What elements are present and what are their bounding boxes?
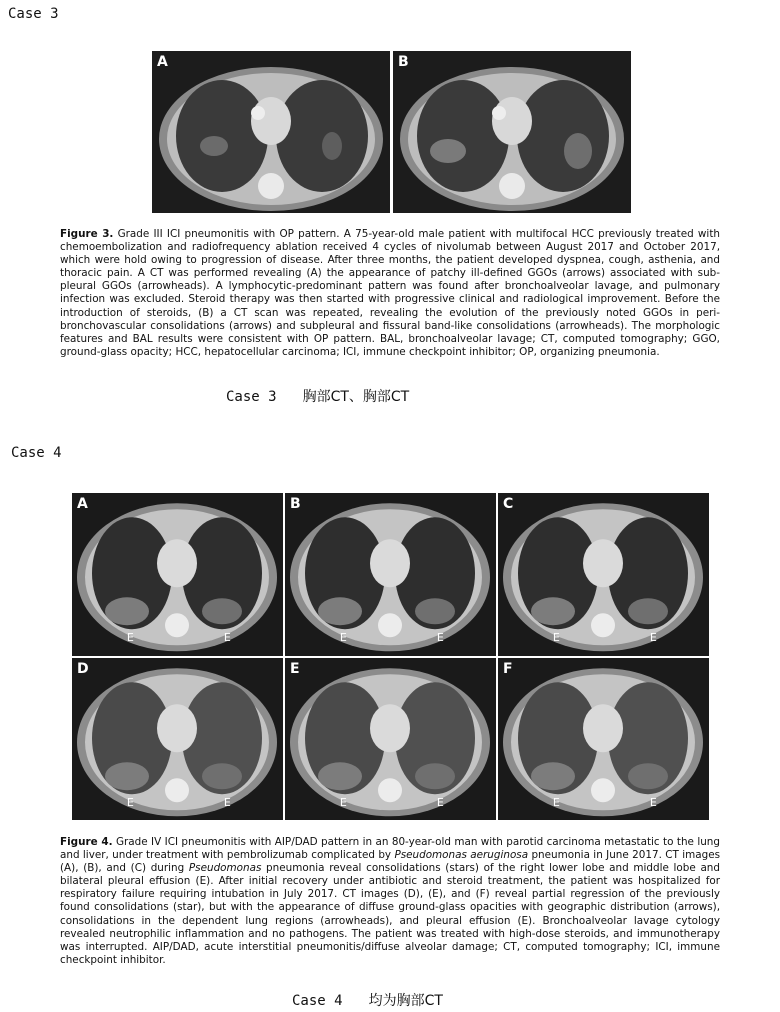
pleural-effusion-marker: E bbox=[223, 631, 231, 645]
figure-4-text-part: Grade IV ICI pneumonitis with AIP/DAD pattern in an 80-year-old man with parotid carcinoma metastatic to the lung and liver, under treatment with pembrolizumab complicated by bbox=[60, 836, 720, 862]
panel-letter: B bbox=[398, 54, 409, 70]
figure-4-label: Figure 4. bbox=[60, 836, 113, 848]
ct-image-4b bbox=[285, 493, 496, 656]
case3-subcaption bbox=[226, 386, 409, 406]
figure-3-label: Figure 3. bbox=[60, 228, 114, 240]
case3-subcaption-cn: 胸部CT、胸部CT bbox=[302, 389, 410, 405]
ct-scan-graphic bbox=[393, 51, 631, 213]
panel-letter: F bbox=[503, 660, 513, 677]
ct-scan-graphic bbox=[498, 658, 709, 821]
figure-4-italic-term: Pseudomonas aeruginosa bbox=[394, 849, 529, 862]
ct-image-4f bbox=[498, 658, 709, 821]
ct-scan-graphic bbox=[72, 493, 283, 656]
ct-image-4e bbox=[285, 658, 496, 821]
pleural-effusion-marker: E bbox=[223, 795, 231, 809]
case3-subcaption-label: Case 3 bbox=[226, 389, 277, 405]
figure-4-caption bbox=[60, 836, 720, 967]
ct-image-3a bbox=[152, 51, 390, 213]
panel-letter: B bbox=[290, 496, 301, 512]
panel-letter: D bbox=[77, 660, 89, 677]
pleural-effusion-marker: E bbox=[339, 795, 347, 809]
panel-letter: A bbox=[157, 54, 168, 70]
pleural-effusion-marker: E bbox=[436, 631, 444, 645]
ct-image-4d bbox=[72, 658, 283, 821]
ct-scan-graphic bbox=[498, 493, 709, 656]
ct-image-4a bbox=[72, 493, 283, 656]
ct-image-3b bbox=[393, 51, 631, 213]
panel-letter: C bbox=[503, 496, 514, 512]
pleural-effusion-marker: E bbox=[552, 795, 560, 809]
case4-subcaption-label: Case 4 bbox=[292, 993, 343, 1009]
case3-heading: Case 3 bbox=[8, 6, 59, 22]
figure-4-text-part: pneumonia in June 2017. CT images (A), (B), and (C) during bbox=[60, 849, 720, 875]
figure-3-text: Grade III ICI pneumonitis with OP pattern. A 75-year-old male patient with multifocal HCC previously treated with chemoembolization and radiofrequency ablation received 4 cycles of nivolumab between August 2017 and October 2017, which were hold owing to progression of disease. After three months, the patient developed dyspnea, cough, asthenia, and thoracic pain. A CT was performed revealing (A) the appearance of patchy ill-defined GGOs (arrows) associated with sub-pleural GGOs (arrowheads). A lymphocytic-predominant pattern was found after bronchoalveolar lavage, and pulmonary infection was excluded. Steroid therapy was then started with progressive clinical and radiological improvement. Before the introduction of steroids, (B) a CT scan was repeated, revealing the evolution of the previously noted GGOs in peri-bronchovascular consolidations (arrows) and subpleural and fissural band-like consolidations (arrowheads). The morphologic features and BAL results were consistent with OP pattern. BAL, bronchoalveolar lavage; CT, computed tomography; GGO, ground-glass opacity; HCC, hepatocellular carcinoma; ICI, immune checkpoint inhibitor; OP, organizing pneumonia. bbox=[60, 228, 720, 358]
panel-letter: E bbox=[290, 660, 300, 677]
figure-4-italic-term: Pseudomonas bbox=[188, 862, 262, 875]
panel-letter: A bbox=[77, 496, 88, 512]
case4-heading: Case 4 bbox=[11, 445, 62, 461]
pleural-effusion-marker: E bbox=[436, 795, 444, 809]
case4-subcaption-cn: 均为胸部CT bbox=[368, 993, 443, 1009]
pleural-effusion-marker: E bbox=[339, 631, 347, 645]
pleural-effusion-marker: E bbox=[552, 631, 560, 645]
case4-subcaption bbox=[292, 990, 443, 1010]
ct-scan-graphic bbox=[285, 658, 496, 821]
figure-4-text-part: pneumonia reveal consolidations (stars) of the right lower lobe and middle lobe and bilateral pleural effusion (E). After initial recovery under antibiotic and steroid treatment, the patient was hospitalized for respiratory failure requiring intubation in July 2017. CT images (D), (E), and (F) reveal partial regression of the previously found consolidations (star), but with the appearance of diffuse ground-glass opacities with geographic distribution (arrows), consolidations in the dependent lung regions (arrowheads), and pleural effusion (E). Bronchoalveolar lavage cytology revealed neutrophilic inflammation and no pathogens. The patient was treated with high-dose steroids, and immunotherapy was interrupted. AIP/DAD, acute interstitial pneumonitis/diffuse alveolar damage; CT, computed tomography; ICI, immune checkpoint inhibitor. bbox=[60, 862, 720, 966]
pleural-effusion-marker: E bbox=[649, 795, 657, 809]
pleural-effusion-marker: E bbox=[126, 795, 134, 809]
ct-image-4c bbox=[498, 493, 709, 656]
pleural-effusion-marker: E bbox=[649, 631, 657, 645]
figure-3-caption bbox=[60, 228, 720, 359]
ct-scan-graphic bbox=[72, 658, 283, 821]
pleural-effusion-marker: E bbox=[126, 631, 134, 645]
ct-scan-graphic bbox=[152, 51, 390, 213]
ct-scan-graphic bbox=[285, 493, 496, 656]
